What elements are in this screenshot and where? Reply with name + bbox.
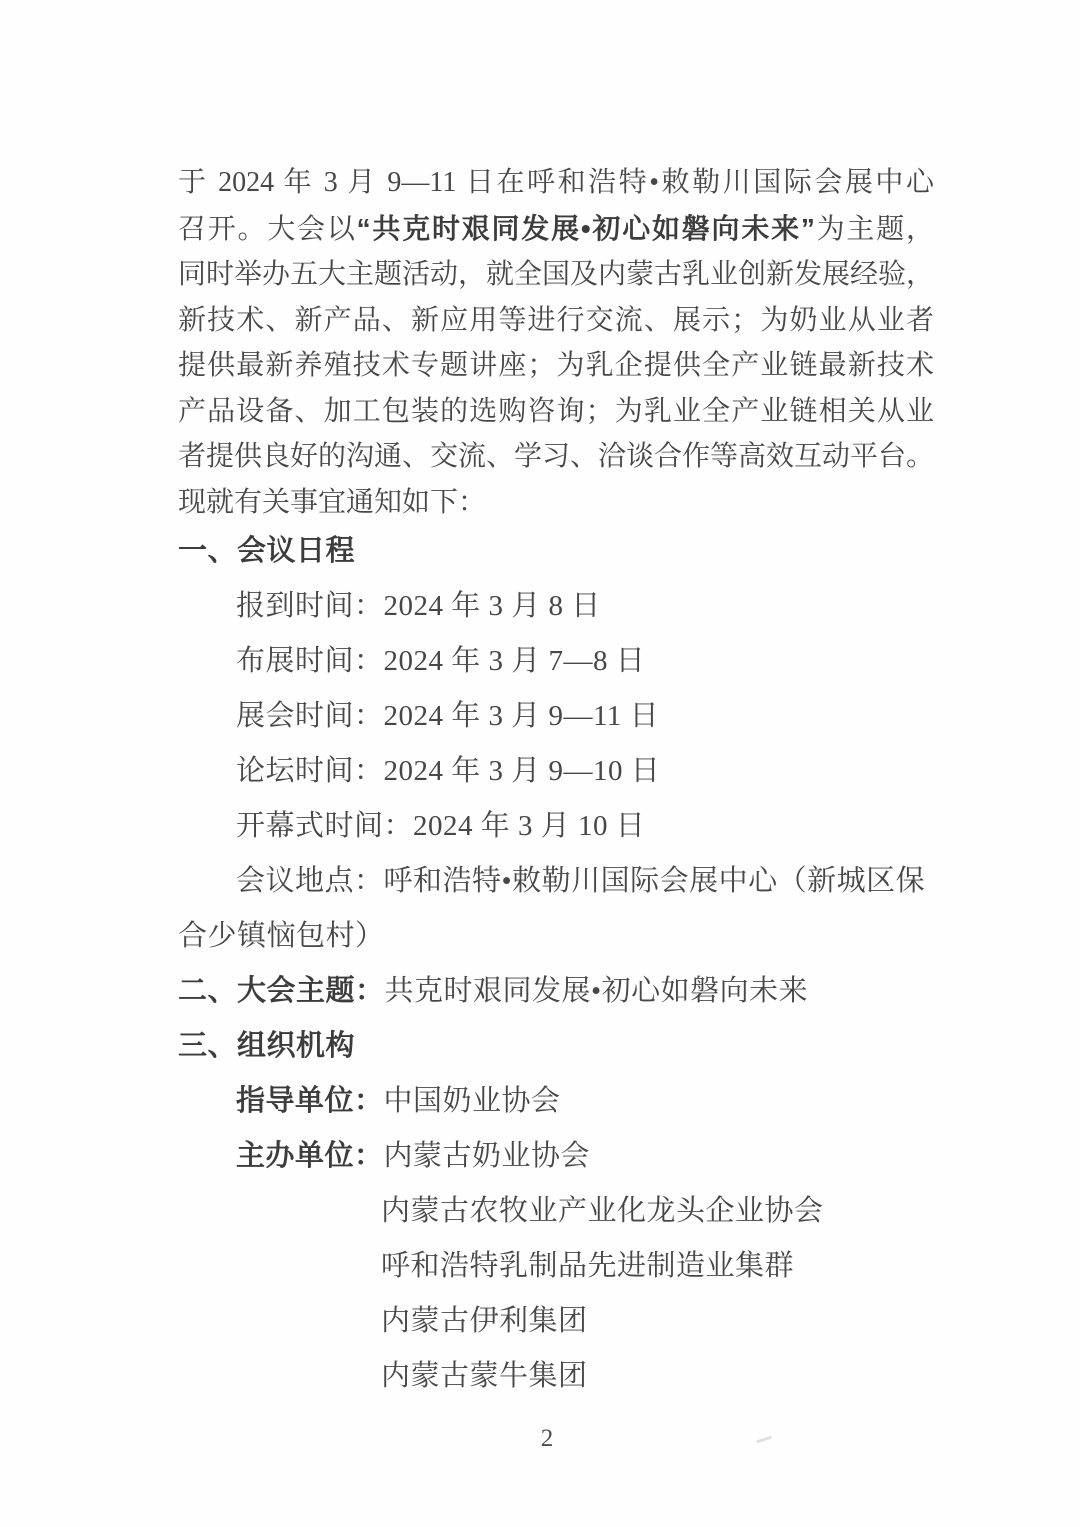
organization-heading: 三、组织机构 xyxy=(178,1030,356,1062)
org-host-unit: 内蒙古农牧业产业化龙头企业协会 xyxy=(381,1195,824,1227)
paragraph-line-7: 者提供良好的沟通、交流、学习、洽谈合作等高效互动平台。 xyxy=(178,441,935,472)
paragraph-line-5: 提供最新养殖技术专题讲座；为乳企提供全产业链最新技术 xyxy=(178,350,934,381)
page-number: 2 xyxy=(540,1425,554,1452)
paragraph-line-6: 产品设备、加工包装的选购咨询；为乳业全产业链相关从业 xyxy=(178,395,934,427)
org-guide-value: 中国奶业协会 xyxy=(383,1085,561,1117)
org-host-unit: 内蒙古伊利集团 xyxy=(381,1305,588,1337)
org-host-unit: 呼和浩特乳制品先进制造业集群 xyxy=(381,1250,795,1282)
org-host-label: 主办单位： xyxy=(236,1140,384,1172)
agenda-heading: 一、会议日程 xyxy=(178,535,356,567)
notice-body xyxy=(178,160,934,525)
agenda-item-opening: 开幕式时间：2024 年 3 月 10 日 xyxy=(236,810,646,842)
agenda-item-exhibition: 展会时间：2024 年 3 月 9—11 日 xyxy=(236,700,660,732)
theme-quote: “共克时艰同发展•初心如磐向未来” xyxy=(356,212,815,244)
agenda-item-venue: 会议地点：呼和浩特•敕勒川国际会展中心（新城区保 xyxy=(236,865,926,897)
paragraph-line-4: 新技术、新产品、新应用等进行交流、展示；为奶业从业者 xyxy=(178,304,934,336)
paragraph-text: 为主题， xyxy=(814,213,934,245)
org-host-value: 内蒙古奶业协会 xyxy=(383,1140,591,1172)
paragraph-text: 召开。大会以 xyxy=(178,213,357,245)
org-guide-label: 指导单位： xyxy=(236,1085,384,1117)
notice-sections xyxy=(178,524,958,1404)
org-guide-row xyxy=(178,1074,958,1129)
theme-line xyxy=(178,964,958,1019)
org-host-row xyxy=(178,1129,958,1184)
agenda-venue-wrap-line: 合少镇恼包村） xyxy=(178,920,385,952)
paragraph-line-8: 现就有关事宜通知如下： xyxy=(178,486,487,518)
paragraph-line-3: 同时举办五大主题活动，就全国及内蒙古乳业创新发展经验， xyxy=(178,259,935,290)
agenda-item-registration: 报到时间：2024 年 3 月 8 日 xyxy=(236,590,601,622)
paragraph-line-2 xyxy=(178,206,934,253)
org-host-unit: 内蒙古蒙牛集团 xyxy=(381,1360,588,1392)
theme-label: 二、大会主题： xyxy=(178,975,385,1007)
agenda-item-forum: 论坛时间：2024 年 3 月 9—10 日 xyxy=(236,755,661,787)
paragraph-line-1: 于 2024 年 3 月 9—11 日在呼和浩特•敕勒川国际会展中心 xyxy=(178,167,934,198)
agenda-item-setup: 布展时间：2024 年 3 月 7—8 日 xyxy=(236,645,646,677)
theme-value: 共克时艰同发展•初心如磐向未来 xyxy=(384,975,809,1007)
